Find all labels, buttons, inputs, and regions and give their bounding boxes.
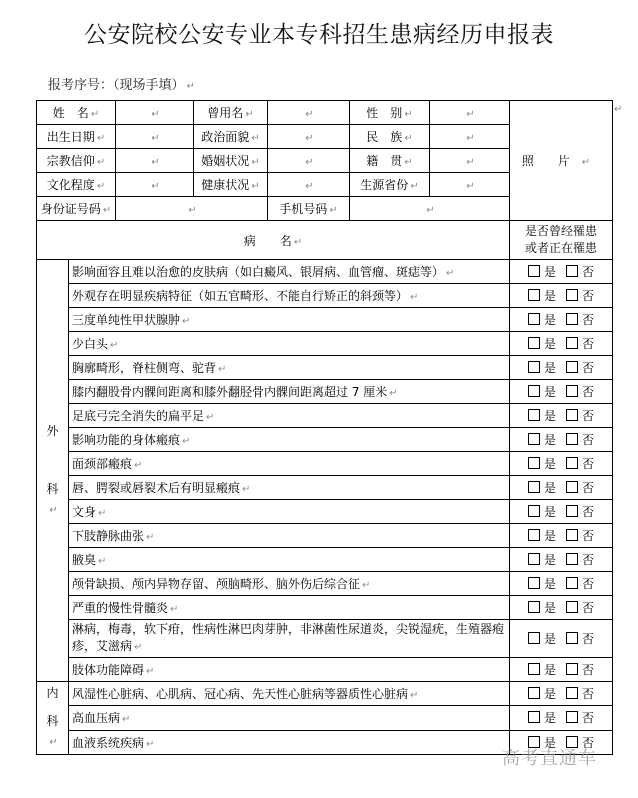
disease-row [37,596,613,620]
photo-box[interactable]: 照 片 ↵ [510,101,613,221]
disease-name: 影响功能的身体瘢痕 ↵ [69,428,510,452]
answer-options: 是 否 [510,682,613,706]
yes-checkbox[interactable] [528,481,540,493]
field-native[interactable]: ↵ [430,149,510,173]
disease-name: 足底弓完全消失的扁平足 ↵ [69,404,510,428]
yes-checkbox[interactable] [528,265,540,277]
answer-options: 是 否 [510,380,613,404]
disease-row [37,284,613,308]
field-ethnicity[interactable]: ↵ [430,125,510,149]
yes-checkbox[interactable] [528,529,540,541]
no-checkbox[interactable] [566,361,578,373]
disease-row [37,658,613,682]
answer-options: 是 否 [510,524,613,548]
info-row-1 [37,101,613,125]
field-health[interactable]: ↵ [268,173,350,197]
no-checkbox[interactable] [566,601,578,613]
disease-row [37,452,613,476]
answer-options: 是 否 [510,308,613,332]
answer-options: 是 否 [510,332,613,356]
yes-checkbox[interactable] [528,632,540,644]
no-checkbox[interactable] [566,577,578,589]
yes-checkbox[interactable] [528,289,540,301]
label-religion: 宗教信仰 ↵ [37,149,116,173]
field-religion[interactable]: ↵ [116,149,194,173]
label-id-number: 身份证号码 ↵ [37,197,116,221]
yes-checkbox[interactable] [528,457,540,469]
disease-name: 肢体功能障碍 ↵ [69,658,510,682]
disease-row [37,356,613,380]
serial-number-label: 报考序号：（现场手填） ↵ [48,78,195,93]
disease-row [37,572,613,596]
yes-checkbox[interactable] [528,505,540,517]
yes-checkbox[interactable] [528,711,540,723]
field-marital[interactable]: ↵ [268,149,350,173]
disease-row [37,476,613,500]
answer-options: 是 否 [510,284,613,308]
yes-checkbox[interactable] [528,663,540,675]
no-checkbox[interactable] [566,313,578,325]
disease-name: 三度单纯性甲状腺肿 ↵ [69,308,510,332]
yes-checkbox[interactable] [528,687,540,699]
disease-name: 唇、腭裂或唇裂术后有明显瘢痕 ↵ [69,476,510,500]
answer-options: 是 否 [510,452,613,476]
field-former-name[interactable]: ↵ [268,101,350,125]
disease-name: 严重的慢性骨髓炎 ↵ [69,596,510,620]
no-checkbox[interactable] [566,505,578,517]
no-checkbox[interactable] [566,409,578,421]
label-ethnicity: 民 族 ↵ [350,125,430,149]
disease-header-row [37,221,613,260]
answer-options: 是 否 [510,548,613,572]
form-title: 公安院校公安专业本专科招生患病经历申报表 [84,22,554,48]
application-form-table [36,100,613,755]
no-checkbox[interactable] [566,265,578,277]
yes-checkbox[interactable] [528,577,540,589]
field-political[interactable]: ↵ [268,125,350,149]
no-checkbox[interactable] [566,481,578,493]
yes-checkbox[interactable] [528,409,540,421]
field-education[interactable]: ↵ [116,173,194,197]
disease-name: 颅骨缺损、颅内异物存留、颅脑畸形、脑外伤后综合征 ↵ [69,572,510,596]
answer-options: 是 否 [510,260,613,284]
label-former-name: 曾用名 ↵ [194,101,268,125]
answer-options: 是 否 [510,658,613,682]
answer-options: 是 否 [510,620,613,658]
answer-options: 是 否 [510,476,613,500]
disease-row [37,500,613,524]
label-health: 健康状况 ↵ [194,173,268,197]
field-gender[interactable]: ↵ [430,101,510,125]
no-checkbox[interactable] [566,663,578,675]
category-label: 内 科 ↵ [37,682,69,755]
disease-list [37,260,613,755]
disease-row [37,620,613,658]
disease-row [37,260,613,284]
label-gender: 性 别 ↵ [350,101,430,125]
no-checkbox[interactable] [566,553,578,565]
disease-name: 高血压病 ↵ [69,706,510,730]
answer-options: 是 否 [510,500,613,524]
disease-row [37,548,613,572]
watermark: 高考直通车 [502,748,597,769]
disease-row [37,380,613,404]
field-province[interactable]: ↵ [430,173,510,197]
answer-header: 是否曾经罹患 或者正在罹患 [510,221,613,260]
yes-checkbox[interactable] [528,385,540,397]
yes-checkbox[interactable] [528,553,540,565]
no-checkbox[interactable] [566,529,578,541]
disease-name-header: 病 名 ↵ [37,221,510,260]
disease-name: 文身 ↵ [69,500,510,524]
answer-options: 是 否 [510,572,613,596]
no-checkbox[interactable] [566,385,578,397]
disease-row [37,706,613,730]
no-checkbox[interactable] [566,687,578,699]
answer-options: 是 否 [510,706,613,730]
yes-checkbox[interactable] [528,313,540,325]
label-name: 姓 名 ↵ [37,101,116,125]
disease-name: 淋病，梅毒，软下疳，性病性淋巴肉芽肿，非淋菌性尿道炎，尖锐湿疣，生殖器疱疹，艾滋病 ↵ [69,620,510,658]
paragraph-mark: ↵ [614,104,623,115]
disease-row [37,404,613,428]
disease-name: 面颈部瘢痕 ↵ [69,452,510,476]
label-education: 文化程度 ↵ [37,173,116,197]
yes-checkbox[interactable] [528,601,540,613]
no-checkbox[interactable] [566,433,578,445]
field-name[interactable]: ↵ [116,101,194,125]
disease-row [37,332,613,356]
label-political: 政治面貌 ↵ [194,125,268,149]
field-birth[interactable]: ↵ [116,125,194,149]
answer-options: 是 否 [510,428,613,452]
disease-name: 腋臭 ↵ [69,548,510,572]
answer-options: 是 否 [510,356,613,380]
field-phone[interactable]: ↵ [350,197,510,221]
yes-checkbox[interactable] [528,337,540,349]
yes-checkbox[interactable] [528,433,540,445]
label-native: 籍 贯 ↵ [350,149,430,173]
disease-name: 血液系统疾病 ↵ [69,730,510,754]
disease-row [37,428,613,452]
disease-name: 胸廓畸形，脊柱侧弯、驼背 ↵ [69,356,510,380]
disease-row [37,682,613,706]
label-phone: 手机号码 ↵ [268,197,350,221]
disease-row [37,308,613,332]
yes-checkbox[interactable] [528,361,540,373]
no-checkbox[interactable] [566,337,578,349]
no-checkbox[interactable] [566,632,578,644]
label-birth: 出生日期 ↵ [37,125,116,149]
answer-options: 是 否 [510,596,613,620]
disease-name: 风湿性心脏病、心肌病、冠心病、先天性心脏病等器质性心脏病 ↵ [69,682,510,706]
label-marital: 婚姻状况 ↵ [194,149,268,173]
field-id-number[interactable]: ↵ [116,197,268,221]
no-checkbox[interactable] [566,711,578,723]
disease-name: 膝内翻股骨内髁间距离和膝外翻胫骨内髁间距离超过 7 厘米 ↵ [69,380,510,404]
disease-name: 外观存在明显疾病特征（如五官畸形、不能自行矫正的斜颈等） ↵ [69,284,510,308]
answer-options: 是 否 [510,404,613,428]
disease-name: 少白头 ↵ [69,332,510,356]
answer-options: 是 否 [510,730,613,754]
disease-row [37,524,613,548]
no-checkbox[interactable] [566,289,578,301]
category-label: 外 科 ↵ [37,260,69,682]
label-province: 生源省份 ↵ [350,173,430,197]
disease-name: 下肢静脉曲张 ↵ [69,524,510,548]
disease-name: 影响面容且难以治愈的皮肤病（如白癜风、银屑病、血管瘤、斑痣等） ↵ [69,260,510,284]
no-checkbox[interactable] [566,457,578,469]
